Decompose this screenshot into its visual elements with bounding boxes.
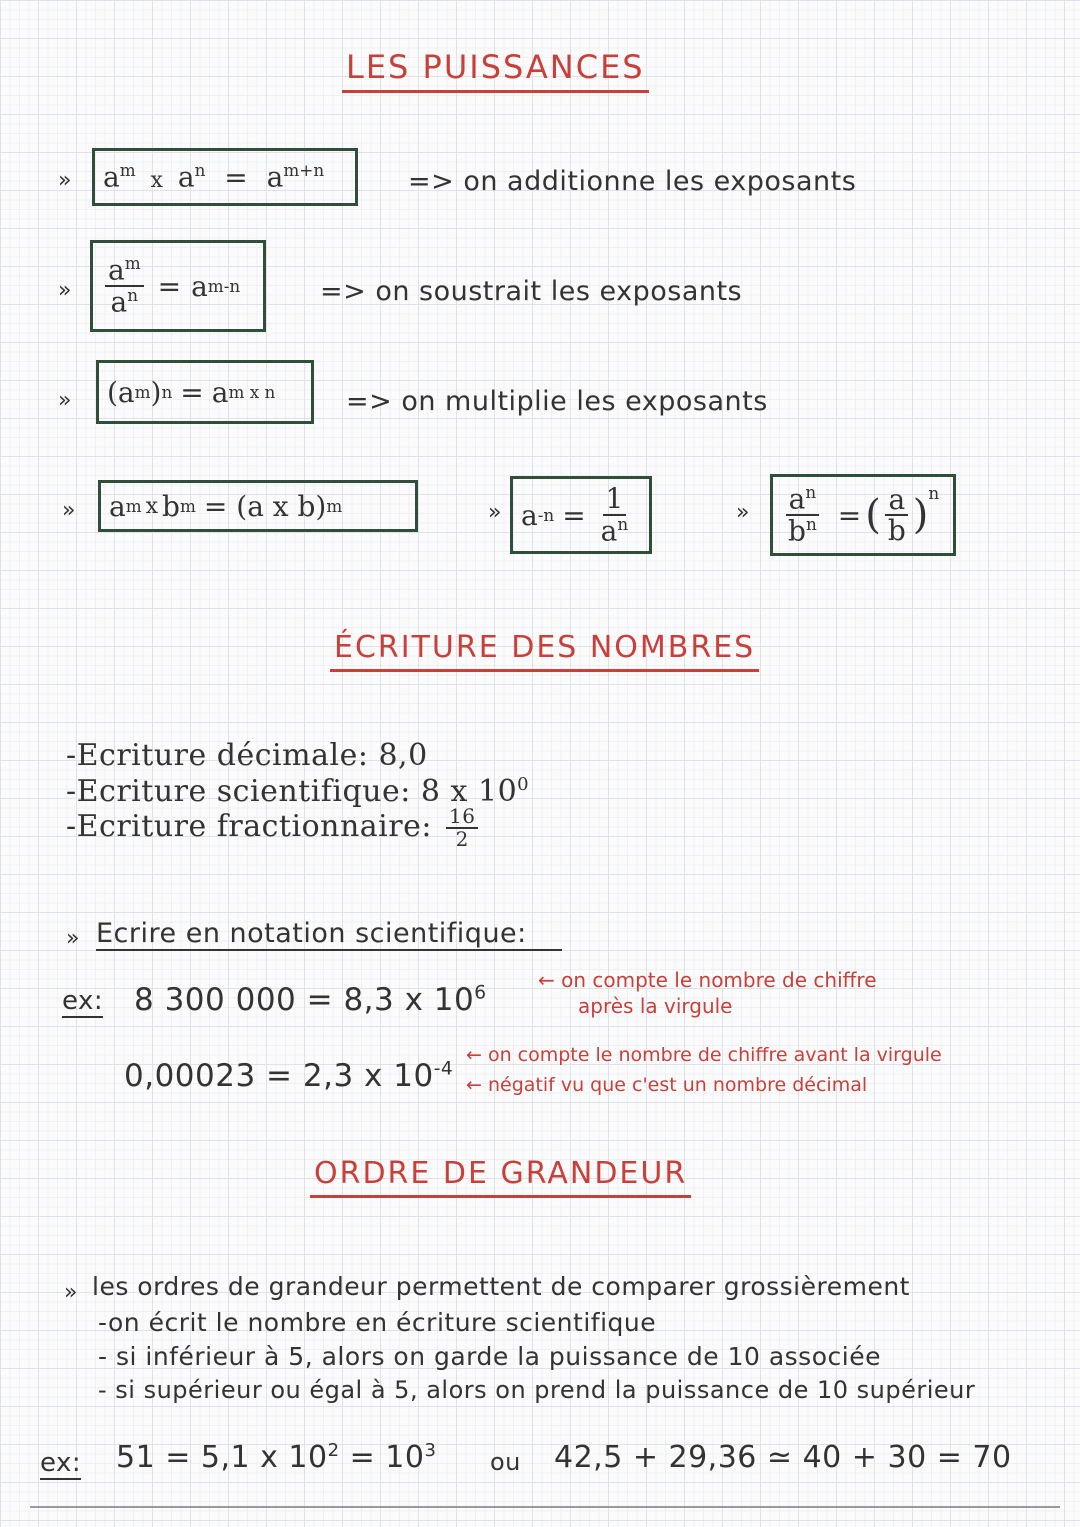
title-powers: LES PUISSANCES [342,48,649,93]
bullet-magnitude: » [64,1280,78,1305]
rule-negative-exponent-box: a -n = $\frac{1}{a^n}$ [510,476,652,554]
scientific-example-1-note-2: après la virgule [578,994,733,1018]
rule5-fraction: $\frac{1}{a^n}$ [600,482,629,548]
bullet-rule-4: » [62,498,76,523]
rule2-fraction: $\frac{a^m}{a^n}$ [105,255,144,316]
magnitude-example-2: 42,5 + 29,36 ≃ 40 + 30 = 70 [554,1440,1012,1475]
magnitude-line-2: -on écrit le nombre en écriture scientifique [98,1308,657,1337]
writing-fraction-value: $\frac{16}{2}$ [446,806,478,850]
bullet-scientific: » [66,926,80,951]
bullet-rule-6: » [736,500,750,525]
scientific-example-2-note-1: ← on compte le nombre de chiffre avant la virgule [466,1044,942,1066]
magnitude-or: ou [490,1448,521,1476]
scientific-example-1-note-1: ← on compte le nombre de chiffre [538,968,877,992]
scientific-example-1: 8 300 000 = 8,3 x $10^6$ [134,982,487,1018]
bullet-rule-1: » [58,168,72,193]
scientific-ex-label: ex: [62,986,104,1016]
bottom-divider [30,1506,1060,1508]
writing-scientific: -Ecriture scientifique: 8 x $10^0$ [66,774,530,809]
magnitude-line-3: - si inférieur à 5, alors on garde la puissance de 10 associée [98,1342,881,1371]
writing-fraction: -Ecriture fractionnaire: $\frac{16}{2}$ [66,806,482,850]
rule-power-of-power-box: (a m ) n = a m x n [96,360,314,424]
rule3-description: => on multiplie les exposants [346,386,768,417]
writing-decimal: -Ecriture décimale: 8,0 [66,738,428,773]
rule1-lhs: $a^m$ x $a^n = a^{m+n}$ [103,160,325,194]
scientific-example-2: 0,00023 = 2,3 x $10^{-4}$ [124,1058,454,1094]
bullet-rule-3: » [58,388,72,413]
magnitude-line-4: - si supérieur ou égal à 5, alors on prend la puissance de 10 supérieur [98,1376,976,1404]
title-number-writing: ÉCRITURE DES NOMBRES [330,630,759,672]
rule-product-same-base-box [92,148,358,206]
title-magnitude: ORDRE DE GRANDEUR [310,1156,691,1198]
rule-quotient-same-exponent-box: $\frac{a^n}{b^n}$ = ( $\frac{a}{b}$ ) $^n$ [770,474,956,556]
magnitude-example-1: 51 = 5,1 x $10^2 = 10^3$ [116,1440,437,1475]
rule6-inner-fraction: $\frac{a}{b}$ [885,485,909,546]
magnitude-line-1: les ordres de grandeur permettent de comparer grossièrement [92,1272,910,1301]
bullet-rule-5: » [488,500,502,525]
bullet-rule-2: » [58,278,72,303]
rule-product-same-exponent-box: a m x b m = (a x b) m [98,480,418,532]
rule2-description: => on soustrait les exposants [320,276,743,307]
magnitude-ex-label: ex: [40,1448,82,1478]
scientific-example-2-note-2: ← négatif vu que c'est un nombre décimal [466,1074,868,1096]
rule6-fraction: $\frac{a^n}{b^n}$ [785,484,820,545]
rule1-description: => on additionne les exposants [408,166,857,197]
rule-quotient-same-base-box: $\frac{a^m}{a^n}$ = a m-n [90,240,266,332]
scientific-heading: Ecrire en notation scientifique: [96,918,562,951]
